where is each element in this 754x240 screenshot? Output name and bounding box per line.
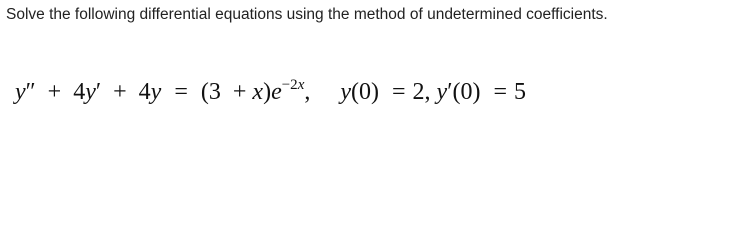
ic1-y: y bbox=[340, 79, 352, 105]
problem-instruction: Solve the following differential equations using the method of undetermined coefficients. bbox=[6, 6, 608, 23]
eq-exponent-x: x bbox=[297, 77, 305, 93]
ic2-value: 5 bbox=[513, 79, 526, 105]
ic-comma: , bbox=[424, 79, 431, 105]
eq-plus-3: + bbox=[232, 79, 247, 105]
eq-equals: = bbox=[174, 79, 188, 105]
eq-coef-4-b: 4 bbox=[138, 79, 151, 105]
eq-exponent-sign: −2 bbox=[281, 77, 298, 93]
ic2-y: y bbox=[436, 79, 448, 105]
ic2-equals: = bbox=[493, 79, 507, 105]
eq-coef-4-a: 4 bbox=[73, 79, 86, 105]
ic1-equals: = bbox=[392, 79, 406, 105]
eq-y-prime-var: y bbox=[85, 79, 96, 105]
eq-x: x bbox=[252, 79, 264, 105]
eq-three: 3 bbox=[208, 79, 221, 105]
eq-exponent bbox=[282, 77, 305, 93]
ic1-arg: (0) bbox=[351, 79, 379, 105]
eq-plus-2: + bbox=[113, 79, 127, 105]
ic2-arg: (0) bbox=[452, 79, 481, 105]
eq-e: e bbox=[271, 79, 282, 105]
eq-comma: , bbox=[304, 79, 311, 105]
ic1-value: 2 bbox=[412, 79, 425, 105]
differential-equation bbox=[15, 77, 526, 105]
eq-rparen: ) bbox=[263, 79, 272, 105]
eq-y: y bbox=[15, 79, 26, 105]
eq-y-var: y bbox=[150, 79, 162, 105]
eq-prime: ′ bbox=[95, 79, 102, 105]
ic2-prime: ′ bbox=[447, 79, 453, 105]
eq-lparen: ( bbox=[200, 79, 209, 105]
eq-plus-1: + bbox=[47, 79, 62, 105]
eq-double-prime: ″ bbox=[25, 79, 36, 105]
